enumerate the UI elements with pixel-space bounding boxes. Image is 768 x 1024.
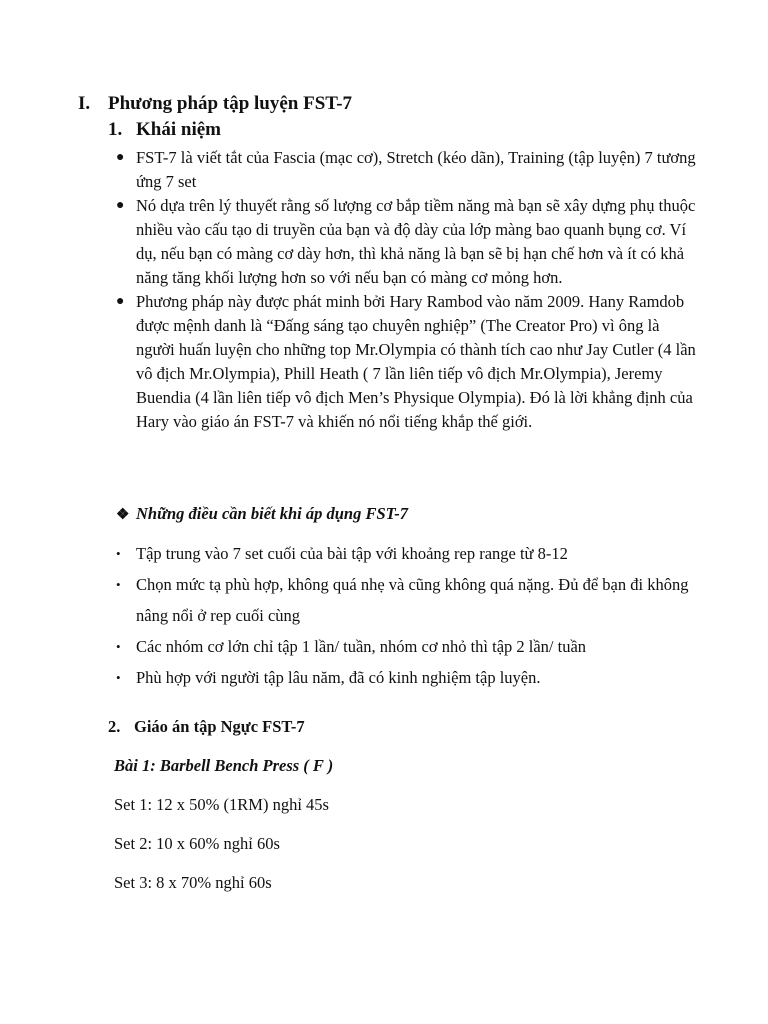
list-item [116,538,706,569]
subsection-title: Khái niệm [136,119,221,140]
bullet-icon: ● [116,294,125,309]
subsection-heading-workout [108,717,305,737]
bullet-icon: • [116,639,121,654]
list-item-text: Phương pháp này được phát minh bởi Hary Rambod vào năm 2009. Hany Ramdob được mệnh danh là “Đấng sáng tạo chuyên nghiệp” (The Creator Pro) vì ông là người huấn luyện cho những top Mr.Olympia có thành tích cao như Jay Cutler (4 lần vô địch Mr.Olympia), Phill Heath ( 7 lần liên tiếp vô địch Mr.Olympia), Jeremy Buendia (4 lần liên tiếp vô địch Men’s Physique Olympia). Đó là lời khẳng định của Hary vào giáo án FST-7 và khiến nó nổi tiếng khắp thế giới. [136,292,696,431]
set-line: Set 3: 8 x 70% nghỉ 60s [114,873,272,892]
subsection-title: Giáo án tập Ngực FST-7 [134,717,305,736]
notes-heading [116,504,408,524]
bullet-icon: • [116,670,121,685]
bullet-icon: • [116,577,121,592]
list-item [116,569,706,631]
set-line: Set 2: 10 x 60% nghỉ 60s [114,834,280,853]
bullet-icon: • [116,546,121,561]
list-item [116,662,706,693]
notes-list [116,538,706,693]
list-item-text: Tập trung vào 7 set cuối của bài tập với khoảng rep range từ 8-12 [136,544,568,563]
list-item [116,194,696,290]
list-item [116,146,696,194]
list-item-text: FST-7 là viết tắt của Fascia (mạc cơ), Stretch (kéo dãn), Training (tập luyện) 7 tương ứng 7 set [136,148,696,191]
diamond-bullet-icon: ❖ [116,507,130,523]
list-item [116,290,696,434]
bullet-icon: ● [116,198,125,213]
bullet-icon: ● [116,150,125,165]
section-title: Phương pháp tập luyện FST-7 [108,93,353,114]
list-item-text: Các nhóm cơ lớn chỉ tập 1 lần/ tuần, nhóm cơ nhỏ thì tập 2 lần/ tuần [136,637,587,656]
list-item-text: Nó dựa trên lý thuyết rằng số lượng cơ bắp tiềm năng mà bạn sẽ xây dựng phụ thuộc nhiều vào cấu tạo di truyền của bạn và độ dày của lớp màng bao quanh bụng cơ. Ví dụ, nếu bạn có màng cơ dày hơn, thì khả năng là bạn sẽ bị hạn chế hơn và ít có khả năng tăng khối lượng hơn so với nếu bạn có màng cơ mỏng hơn. [136,196,696,287]
set-line: Set 1: 12 x 50% (1RM) nghỉ 45s [114,795,329,814]
subsection-number: 2. [108,717,121,736]
list-item-text: Chọn mức tạ phù hợp, không quá nhẹ và cũng không quá nặng. Đủ để bạn đi không nâng nổi ở rep cuối cùng [136,575,689,625]
concept-list [116,146,696,434]
section-number: I. [78,93,91,114]
section-heading [78,93,352,115]
list-item-text: Phù hợp với người tập lâu năm, đã có kinh nghiệm tập luyện. [136,668,541,687]
list-item [116,631,706,662]
subsection-heading-concept [108,119,221,141]
notes-heading-text: Những điều cần biết khi áp dụng FST-7 [136,504,408,523]
exercise-title: Bài 1: Barbell Bench Press ( F ) [114,756,334,775]
subsection-number: 1. [108,119,123,140]
